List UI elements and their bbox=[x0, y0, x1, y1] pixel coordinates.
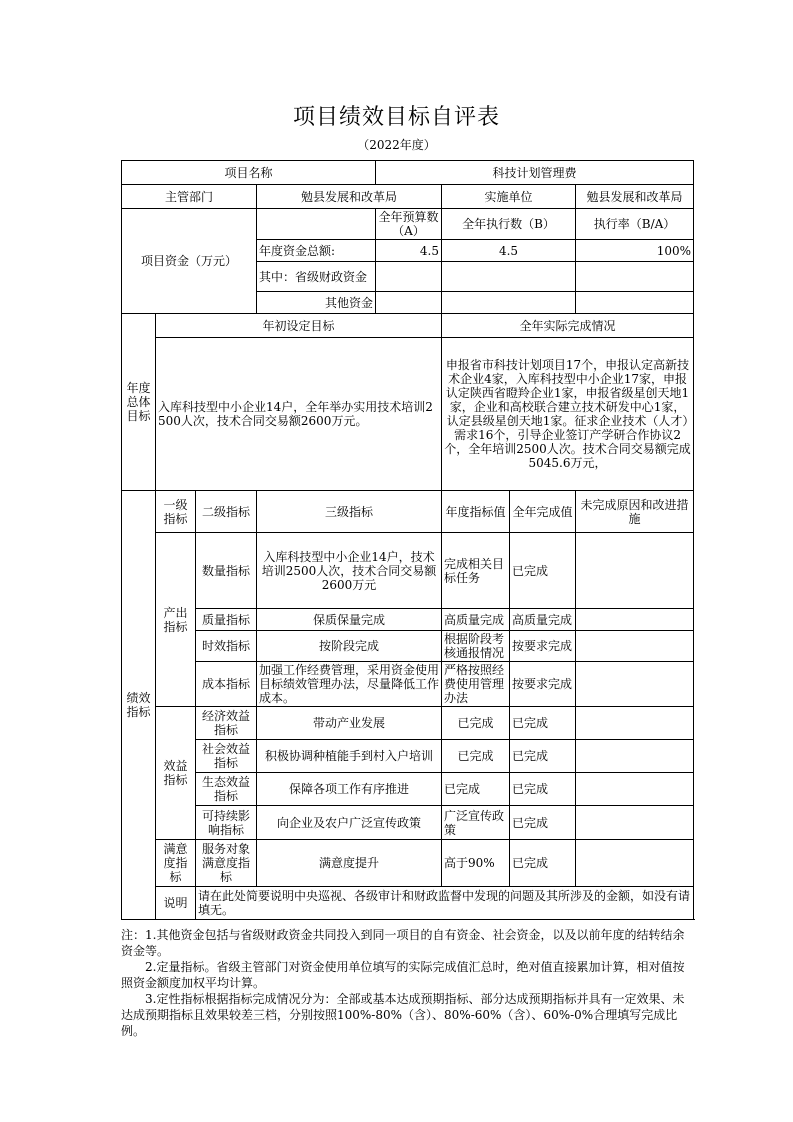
funds-label: 项目资金（万元） bbox=[122, 209, 257, 314]
row-target: 高质量完成 bbox=[442, 609, 510, 631]
dept-label: 主管部门 bbox=[122, 185, 257, 209]
col-budget: 全年预算数（A） bbox=[376, 209, 442, 240]
row-level2: 经济效益指标 bbox=[196, 707, 257, 740]
impl-label: 实施单位 bbox=[442, 185, 576, 209]
row-target: 已完成 bbox=[442, 740, 510, 773]
row-level2: 生态效益指标 bbox=[196, 773, 257, 806]
row-reason bbox=[576, 806, 694, 840]
col-exec: 全年执行数（B） bbox=[442, 209, 576, 240]
goals-set-text: 入库科技型中小企业14户，全年举办实用技术培训2500人次，技术合同交易额2600万元。 bbox=[156, 338, 442, 491]
project-name-value: 科技计划管理费 bbox=[376, 161, 694, 185]
row-done: 已完成 bbox=[510, 806, 576, 840]
explain-text: 请在此处简要说明中央巡视、各级审计和财政监督中发现的问题及其所涉及的金额，如没有请填无。 bbox=[196, 887, 694, 920]
page-title: 项目绩效目标自评表 bbox=[292, 105, 500, 130]
total-exec: 4.5 bbox=[442, 240, 576, 262]
row-level3: 保质保量完成 bbox=[257, 609, 442, 631]
project-name-label: 项目名称 bbox=[122, 161, 376, 185]
satisfaction-label: 满意度指标 bbox=[156, 840, 196, 887]
row-done: 按要求完成 bbox=[510, 662, 576, 707]
row-level2: 社会效益指标 bbox=[196, 740, 257, 773]
impl-value: 勉县发展和改革局 bbox=[576, 185, 694, 209]
row-reason bbox=[576, 662, 694, 707]
goals-label: 年度总体目标 bbox=[122, 314, 156, 491]
row-done: 已完成 bbox=[510, 707, 576, 740]
goals-set-header: 年初设定目标 bbox=[156, 314, 442, 338]
row-level2: 成本指标 bbox=[196, 662, 257, 707]
row-target: 已完成 bbox=[442, 707, 510, 740]
row-target: 已完成 bbox=[442, 773, 510, 806]
explain-label: 说明 bbox=[156, 887, 196, 920]
row-level3: 按阶段完成 bbox=[257, 631, 442, 662]
funds-blank bbox=[257, 209, 376, 240]
h-done: 全年完成值 bbox=[510, 491, 576, 533]
dept-value: 勉县发展和改革局 bbox=[257, 185, 442, 209]
goals-actual-text: 申报省市科技计划项目17个，申报认定高新技术企业4家，入库科技型中小企业17家，申报认定陕西省瞪羚企业1家，申报省级星创天地1家，企业和高校联合建立技术研发中心1家，认定县级星创天地1家。征求企业技术（人才）需求16个，引导企业签订产学研合作协议2个，全年培训2500人次。技术合同交易额完成5045.6万元， bbox=[442, 338, 694, 491]
row-reason bbox=[576, 773, 694, 806]
row-target: 根据阶段考核通报情况 bbox=[442, 631, 510, 662]
row-done: 高质量完成 bbox=[510, 609, 576, 631]
h-level3: 三级指标 bbox=[257, 491, 442, 533]
h-level1: 一级指标 bbox=[156, 491, 196, 533]
row-reason bbox=[576, 631, 694, 662]
row-reason bbox=[576, 533, 694, 609]
row-level2: 数量指标 bbox=[196, 533, 257, 609]
col-rate: 执行率（B/A） bbox=[576, 209, 694, 240]
row-level2: 可持续影响指标 bbox=[196, 806, 257, 840]
total-rate: 100% bbox=[576, 240, 694, 262]
row-target: 完成相关目标任务 bbox=[442, 533, 510, 609]
total-label: 年度资金总额: bbox=[257, 240, 376, 262]
h-level2: 二级指标 bbox=[196, 491, 257, 533]
row-target: 广泛宣传政策 bbox=[442, 806, 510, 840]
benefit-label: 效益指标 bbox=[156, 707, 196, 840]
output-label: 产出指标 bbox=[156, 533, 196, 707]
row-level3: 入库科技型中小企业14户，技术培训2500人次，技术合同交易额2600万元 bbox=[257, 533, 442, 609]
evaluation-table bbox=[121, 160, 694, 920]
row-done: 按要求完成 bbox=[510, 631, 576, 662]
row-level3: 向企业及农户广泛宣传政策 bbox=[257, 806, 442, 840]
note-item: 2.定量指标。省级主管部门对资金使用单位填写的实际完成值汇总时，绝对值直接累加计算，相对值按照资金额度加权平均计算。 bbox=[121, 960, 685, 990]
fiscal-year: （2022年度） bbox=[357, 138, 436, 152]
h-reason: 未完成原因和改进措施 bbox=[576, 491, 694, 533]
row-target: 高于90% bbox=[442, 840, 510, 887]
row-reason bbox=[576, 609, 694, 631]
goals-actual-header: 全年实际完成情况 bbox=[442, 314, 694, 338]
row-target: 严格按照经费使用管理办法 bbox=[442, 662, 510, 707]
row-level3: 带动产业发展 bbox=[257, 707, 442, 740]
row-level3: 加强工作经费管理，采用资金使用目标绩效管理办法，尽量降低工作成本。 bbox=[257, 662, 442, 707]
row-done: 已完成 bbox=[510, 840, 576, 887]
provincial-label: 其中：省级财政资金 bbox=[257, 262, 376, 292]
note-item: 注：1.其他资金包括与省级财政资金共同投入到同一项目的自有资金、社会资金，以及以前年度的结转结余资金等。 bbox=[121, 928, 685, 958]
row-level3: 满意度提升 bbox=[257, 840, 442, 887]
total-budget: 4.5 bbox=[376, 240, 442, 262]
row-reason bbox=[576, 840, 694, 887]
row-level3: 保障各项工作有序推进 bbox=[257, 773, 442, 806]
other-label: 其他资金 bbox=[257, 292, 376, 314]
perf-label: 绩效指标 bbox=[122, 491, 156, 920]
row-done: 已完成 bbox=[510, 740, 576, 773]
row-level2: 质量指标 bbox=[196, 609, 257, 631]
notes bbox=[121, 927, 693, 1039]
row-level3: 积极协调种植能手到村入户培训 bbox=[257, 740, 442, 773]
row-reason bbox=[576, 740, 694, 773]
h-target: 年度指标值 bbox=[442, 491, 510, 533]
row-done: 已完成 bbox=[510, 773, 576, 806]
row-level2: 时效指标 bbox=[196, 631, 257, 662]
row-reason bbox=[576, 707, 694, 740]
row-done: 已完成 bbox=[510, 533, 576, 609]
row-level2: 服务对象满意度指标 bbox=[196, 840, 257, 887]
note-item: 3.定性指标根据指标完成情况分为：全部或基本达成预期指标、部分达成预期指标并具有一定效果、未达成预期指标且效果较差三档，分别按照100%-80%（含）、80%-60%（含）、60%-0%合理填写完成比例。 bbox=[121, 992, 685, 1038]
